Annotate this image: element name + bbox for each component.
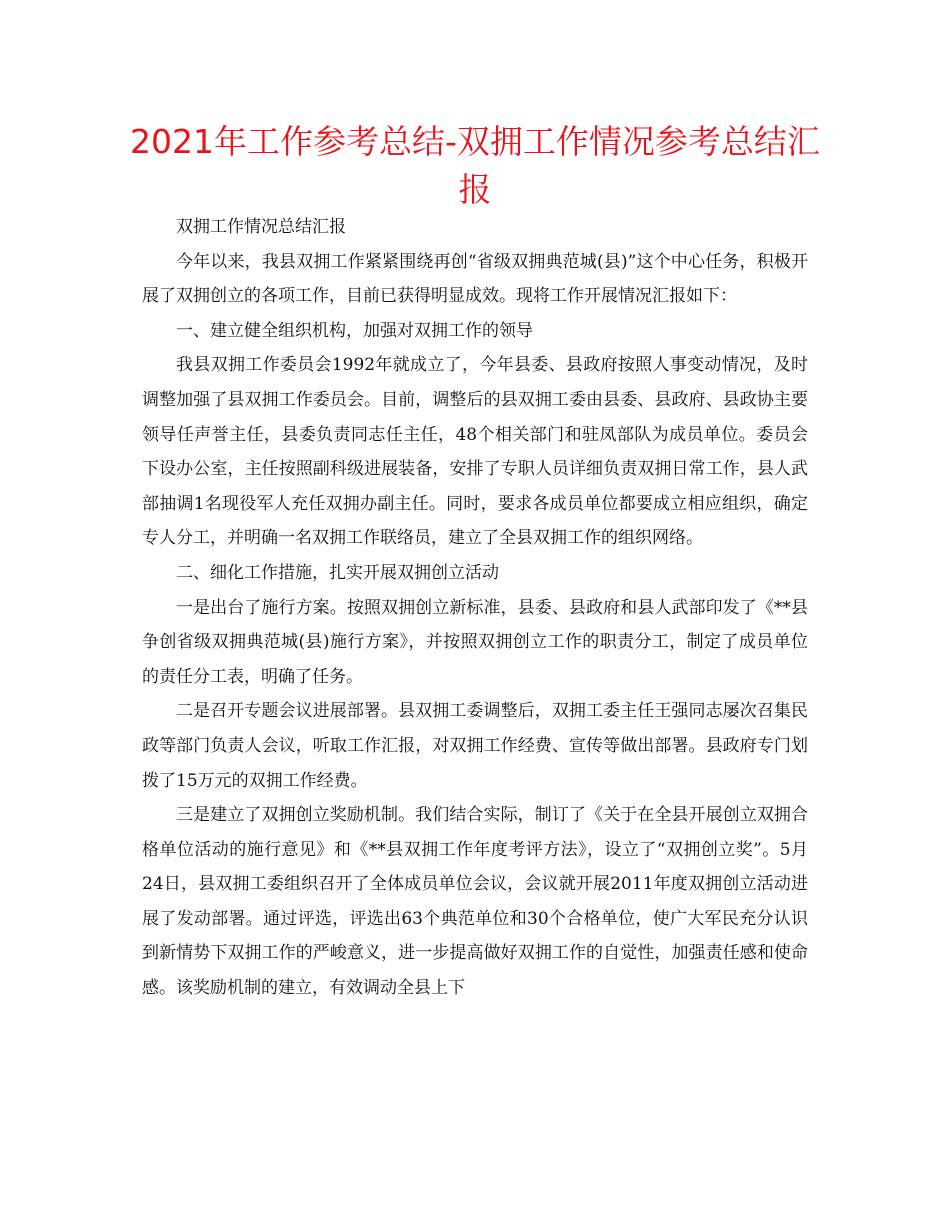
section-heading-1: 一、建立健全组织机构，加强对双拥工作的领导: [176, 320, 533, 341]
paragraph-plan: 一是出台了施行方案。按照双拥创立新标准，县委、县政府和县人武部印发了《**县争创省级双拥典范城(县)施行方案》，并按照双拥创立工作的职责分工，制定了成员单位的责任分工表，明确了任务。: [142, 597, 808, 687]
paragraph-organization: 我县双拥工作委员会1992年就成立了，今年县委、县政府按照人事变动情况，及时调整加强了县双拥工作委员会。目前，调整后的县双拥工委由县委、县政府、县政协主要领导任声誉主任，县委负责同志任主任，48个相关部门和驻凤部队为成员单位。委员会下设办公室，主任按照副科级进展装备，安排了专职人员详细负责双拥日常工作，县人武部抽调1名现役军人充任双拥办副主任。同时，要求各成员单位都要成立相应组织，确定专人分工，并明确一名双拥工作联络员，建立了全县双拥工作的组织网络。: [142, 355, 808, 549]
paragraph-meeting: 二是召开专题会议进展部署。县双拥工委调整后，双拥工委主任王强同志屡次召集民政等部门负责人会议，听取工作汇报，对双拥工作经费、宣传等做出部署。县政府专门划拨了15万元的双拥工作经费。: [142, 701, 808, 791]
paragraph-reward: 三是建立了双拥创立奖励机制。我们结合实际，制订了《关于在全县开展创立双拥合格单位活动的施行意见》和《**县双拥工作年度考评方法》，设立了“双拥创立奖”。5月24日，县双拥工委组织召开了全体成员单位会议，会议就开展2011年度双拥创立活动进展了发动部署。通过评选，评选出63个典范单位和30个合格单位，使广大军民充分认识到新情势下双拥工作的严峻意义，进一步提高做好双拥工作的自觉性，加强责任感和使命感。该奖励机制的建立，有效调动全县上下: [142, 805, 808, 999]
document-title: 2021年工作参考总结-双拥工作情况参考总结汇报: [130, 122, 820, 209]
document-body: [142, 210, 808, 1006]
section-heading-2: 二、细化工作措施，扎实开展双拥创立活动: [176, 562, 499, 583]
paragraph-subtitle: 双拥工作情况总结汇报: [176, 217, 346, 237]
paragraph-intro: 今年以来，我县双拥工作紧紧围绕再创“省级双拥典范城(县)”这个中心任务，积极开展了双拥创立的各项工作，目前已获得明显成效。现将工作开展情况汇报如下：: [142, 251, 808, 307]
